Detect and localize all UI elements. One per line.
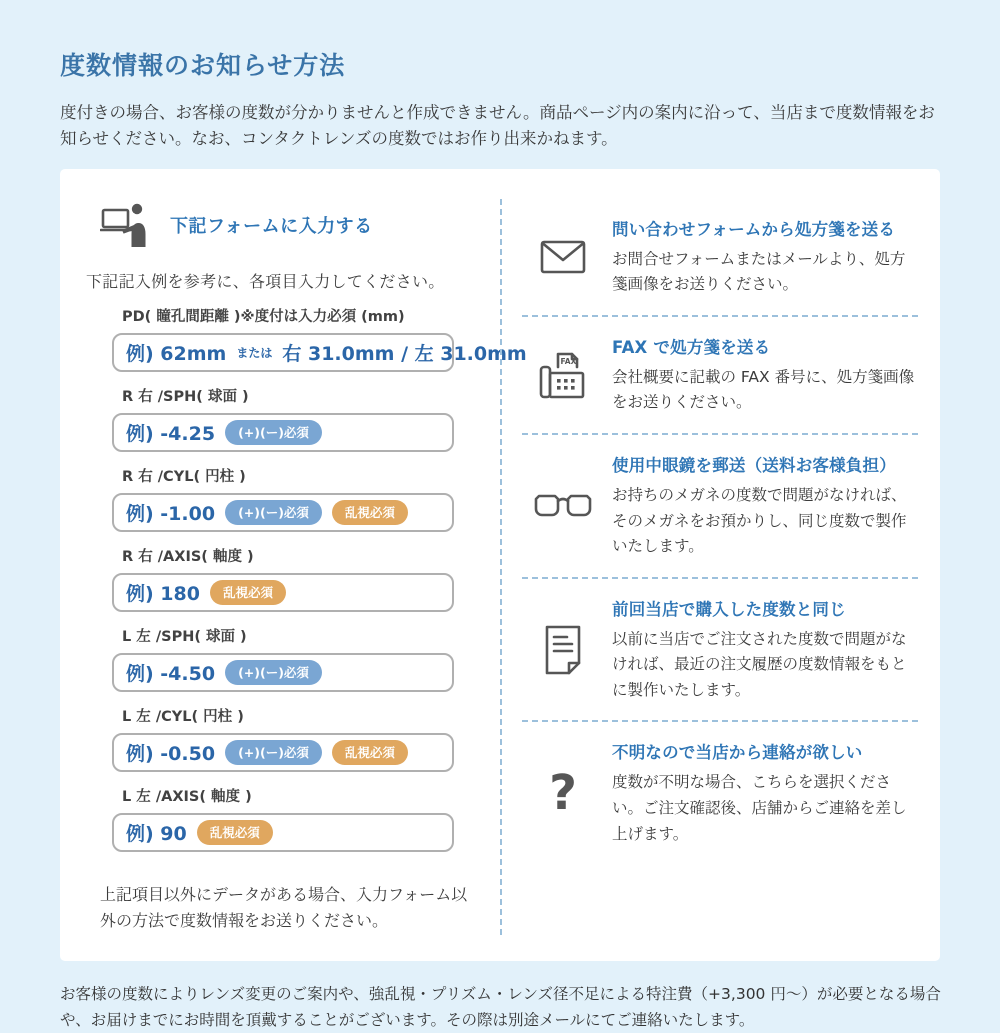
example-value: 例) 62mm xyxy=(126,342,227,365)
astigmatism-required-badge: 乱視必須 xyxy=(197,820,273,845)
method-body: 以前に当店でご注文された度数で問題がなければ、最近の注文履歴の度数情報をもとに製作いたします。 xyxy=(612,629,907,699)
pd-example-box[interactable] xyxy=(112,333,527,372)
method-text xyxy=(612,452,918,560)
presenter-icon xyxy=(100,203,150,247)
plus-minus-required-badge: (+)(ー)必須 xyxy=(225,660,322,685)
method-contact-form[interactable] xyxy=(522,199,918,315)
field-label: L 左 /SPH( 球面 ) xyxy=(122,628,247,645)
example-value: 例) 90 xyxy=(126,822,187,845)
method-text xyxy=(612,739,918,847)
example-value: 例) -1.00 xyxy=(126,502,216,525)
alt-methods-column xyxy=(500,199,940,935)
main-card xyxy=(60,169,940,961)
envelope-icon xyxy=(530,240,596,274)
method-title: 不明なので当店から連絡が欲しい xyxy=(612,743,863,763)
field-label: PD( 瞳孔間距離 )※度付は入力必須 (mm) xyxy=(122,308,405,325)
l-cyl-example-box[interactable] xyxy=(112,733,454,772)
footer-note: お客様の度数によりレンズ変更のご案内や、強乱視・プリズム・レンズ径不足による特注費（+3,300 円～）が必要となる場合や、お届けまでにお時間を頂戴することがございます。その際は別途メールにてご連絡いたします。 xyxy=(60,984,941,1029)
l-axis-example-box[interactable] xyxy=(112,813,454,852)
form-field-l-cyl xyxy=(86,705,478,772)
form-field-r-cyl xyxy=(86,465,478,532)
method-text xyxy=(612,334,918,416)
form-field-l-sph xyxy=(86,625,478,692)
r-sph-example-box[interactable] xyxy=(112,413,454,452)
example-value: 右 31.0mm / 左 31.0mm xyxy=(282,342,527,365)
method-body: お問合せフォームまたはメールより、処方箋画像をお送りください。 xyxy=(612,249,906,294)
intro-text: 度付きの場合、お客様の度数が分かりませんと作成できません。商品ページ内の案内に沿って、当店まで度数情報をお知らせください。なお、コンタクトレンズの度数ではお作り出来かねます。 xyxy=(60,103,935,149)
r-cyl-example-box[interactable] xyxy=(112,493,454,532)
method-body: 度数が不明な場合、こちらを選択ください。ご注文確認後、店舗からご連絡を差し上げます。 xyxy=(612,773,907,843)
method-title: FAX で処方箋を送る xyxy=(612,337,771,357)
method-title: 使用中眼鏡を郵送（送料お客様負担） xyxy=(612,456,896,476)
method-title: 問い合わせフォームから処方箋を送る xyxy=(612,219,896,239)
l-sph-example-box[interactable] xyxy=(112,653,454,692)
method-title: 前回当店で購入した度数と同じ xyxy=(612,599,846,619)
question-icon: ? xyxy=(549,765,577,822)
fax-icon xyxy=(530,349,596,401)
field-label: L 左 /AXIS( 軸度 ) xyxy=(122,788,252,805)
astigmatism-required-badge: 乱視必須 xyxy=(210,580,286,605)
field-label: R 右 /SPH( 球面 ) xyxy=(122,388,249,405)
form-note: 上記項目以外にデータがある場合、入力フォーム以外の方法で度数情報をお送りください。 xyxy=(100,884,468,931)
method-previous-order[interactable] xyxy=(522,577,918,721)
plus-minus-required-badge: (+)(ー)必須 xyxy=(225,500,322,525)
form-subheading: 下記記入例を参考に、各項目入力してください。 xyxy=(86,271,445,291)
document-icon xyxy=(530,625,596,675)
method-text xyxy=(612,596,918,704)
field-label: L 左 /CYL( 円柱 ) xyxy=(122,708,244,725)
plus-minus-required-badge: (+)(ー)必須 xyxy=(225,420,322,445)
method-contact-me[interactable] xyxy=(522,720,918,864)
method-fax[interactable] xyxy=(522,315,918,433)
example-value: 例) 180 xyxy=(126,582,200,605)
form-heading: 下記フォームに入力する xyxy=(170,215,373,237)
method-body: お持ちのメガネの度数で問題がなければ、そのメガネをお預かりし、同じ度数で製作いたします。 xyxy=(612,486,907,556)
form-instructions-column xyxy=(60,199,527,935)
form-field-pd xyxy=(86,305,527,372)
form-heading-row xyxy=(86,201,478,249)
svg-text:FAX: FAX xyxy=(560,356,577,366)
method-mail-glasses[interactable] xyxy=(522,433,918,577)
form-field-r-axis xyxy=(86,545,478,612)
example-value: 例) -0.50 xyxy=(126,742,216,765)
page-title: 度数情報のお知らせ方法 xyxy=(60,51,346,80)
method-text xyxy=(612,216,918,298)
example-or-text: または xyxy=(236,345,273,360)
example-value: 例) -4.25 xyxy=(126,422,216,445)
field-label: R 右 /AXIS( 軸度 ) xyxy=(122,548,254,565)
astigmatism-required-badge: 乱視必須 xyxy=(332,500,408,525)
form-field-r-sph xyxy=(86,385,478,452)
field-label: R 右 /CYL( 円柱 ) xyxy=(122,468,246,485)
glasses-icon xyxy=(530,493,596,519)
plus-minus-required-badge: (+)(ー)必須 xyxy=(225,740,322,765)
method-body: 会社概要に記載の FAX 番号に、処方箋画像をお送りください。 xyxy=(612,367,915,412)
example-value: 例) -4.50 xyxy=(126,662,216,685)
r-axis-example-box[interactable] xyxy=(112,573,454,612)
form-field-l-axis xyxy=(86,785,478,852)
astigmatism-required-badge: 乱視必須 xyxy=(332,740,408,765)
